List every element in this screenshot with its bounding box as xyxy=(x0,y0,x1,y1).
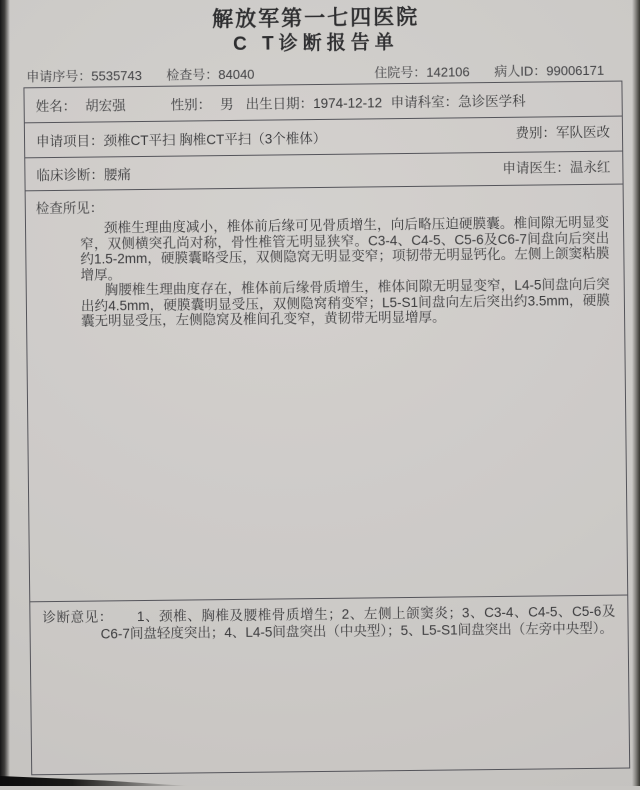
hospital-name: 解放军第一七四医院 xyxy=(212,5,420,32)
application-number-label: 申请序号： xyxy=(26,68,92,85)
report-title: C T诊断报告单 xyxy=(233,32,399,55)
findings-paragraph-cervical: 颈椎生理曲度减小，椎体前后缘可见骨质增生，向后略压迫硬膜囊。椎间隙无明显变窄，双侧横突孔尚对称，骨性椎管无明显狭窄。C3-4、C4-5、C5-6及C6-7间盘向后突出约1.5-2mm，硬膜囊略受压，双侧隐窝无明显变窄；项韧带无明显钙化。左侧上颌窦粘膜增厚。 xyxy=(80,214,610,283)
fee-type-label: 费别： xyxy=(515,125,557,141)
name-field xyxy=(36,94,171,116)
request-item-label: 申请项目： xyxy=(35,133,104,150)
department-label: 申请科室： xyxy=(390,94,459,111)
inpatient-number-field xyxy=(374,61,470,81)
fee-type-value: 军队医改 xyxy=(555,124,611,141)
clinical-diagnosis-label: 临床诊断： xyxy=(36,167,105,184)
name-value: 胡宏强 xyxy=(85,98,126,114)
clinical-diagnosis-field xyxy=(36,163,131,184)
diagnosis-section xyxy=(30,596,629,771)
findings-label: 检查所见： xyxy=(35,200,104,217)
scan-edge-left xyxy=(0,0,10,786)
birthdate-field xyxy=(246,91,391,113)
inpatient-number-label: 住院号： xyxy=(374,64,427,81)
inpatient-number-value: 142106 xyxy=(426,64,470,80)
name-label: 姓名： xyxy=(35,98,77,115)
scan-edge-right xyxy=(632,0,640,786)
gender-value: 男 xyxy=(220,96,234,113)
gender-field xyxy=(171,93,246,114)
findings-section xyxy=(26,185,628,603)
application-number-field xyxy=(26,65,142,85)
meta-row xyxy=(0,59,636,83)
department-value: 急诊医学科 xyxy=(458,93,526,110)
clinical-diagnosis-value: 腰痛 xyxy=(103,167,132,183)
application-number-value: 5535743 xyxy=(91,67,143,84)
birthdate-value: 1974-12-12 xyxy=(313,95,383,112)
exam-number-label: 检查号： xyxy=(166,67,219,83)
patient-id-field xyxy=(494,60,604,80)
request-item-value: 颈椎CT平扫 胸椎CT平扫（3个椎体） xyxy=(103,130,327,149)
findings-text xyxy=(80,215,610,329)
report-form-table xyxy=(23,81,630,776)
department-field xyxy=(391,89,622,112)
findings-paragraph-thoracolumbar: 胸腰椎生理曲度存在，椎体前后缘骨质增生，椎体间隙无明显变窄，L4-5间盘向后突出约4.5mm，硬膜囊明显受压，双侧隐窝稍变窄；L5-S1间盘向左后突出约3.5mm，硬膜囊无明显受压，左侧隐窝及椎间孔变窄，黄韧带无明显增厚。 xyxy=(80,276,610,329)
diagnosis-paragraph xyxy=(42,604,615,643)
exam-number-field xyxy=(166,64,254,84)
request-item-field xyxy=(36,127,326,150)
requesting-doctor-field xyxy=(502,156,610,177)
gender-label: 性别： xyxy=(170,97,212,113)
patient-id-label: 病人ID： xyxy=(494,63,547,80)
patient-id-value: 99006171 xyxy=(546,62,605,79)
diagnosis-label: 诊断意见： xyxy=(42,609,114,626)
fee-type-field xyxy=(515,121,610,142)
requesting-doctor-value: 温永红 xyxy=(569,159,611,176)
exam-number-value: 84040 xyxy=(218,66,255,83)
birthdate-label: 出生日期： xyxy=(245,96,314,112)
requesting-doctor-label: 申请医生： xyxy=(502,160,570,176)
diagnosis-text: 1、颈椎、胸椎及腰椎骨质增生；2、左侧上颌窦炎；3、C3-4、C4-5、C5-6及C6-7间盘轻度突出；4、L4-5间盘突出（中央型）；5、L5-S1间盘突出（左旁中央型）。 xyxy=(100,603,616,642)
